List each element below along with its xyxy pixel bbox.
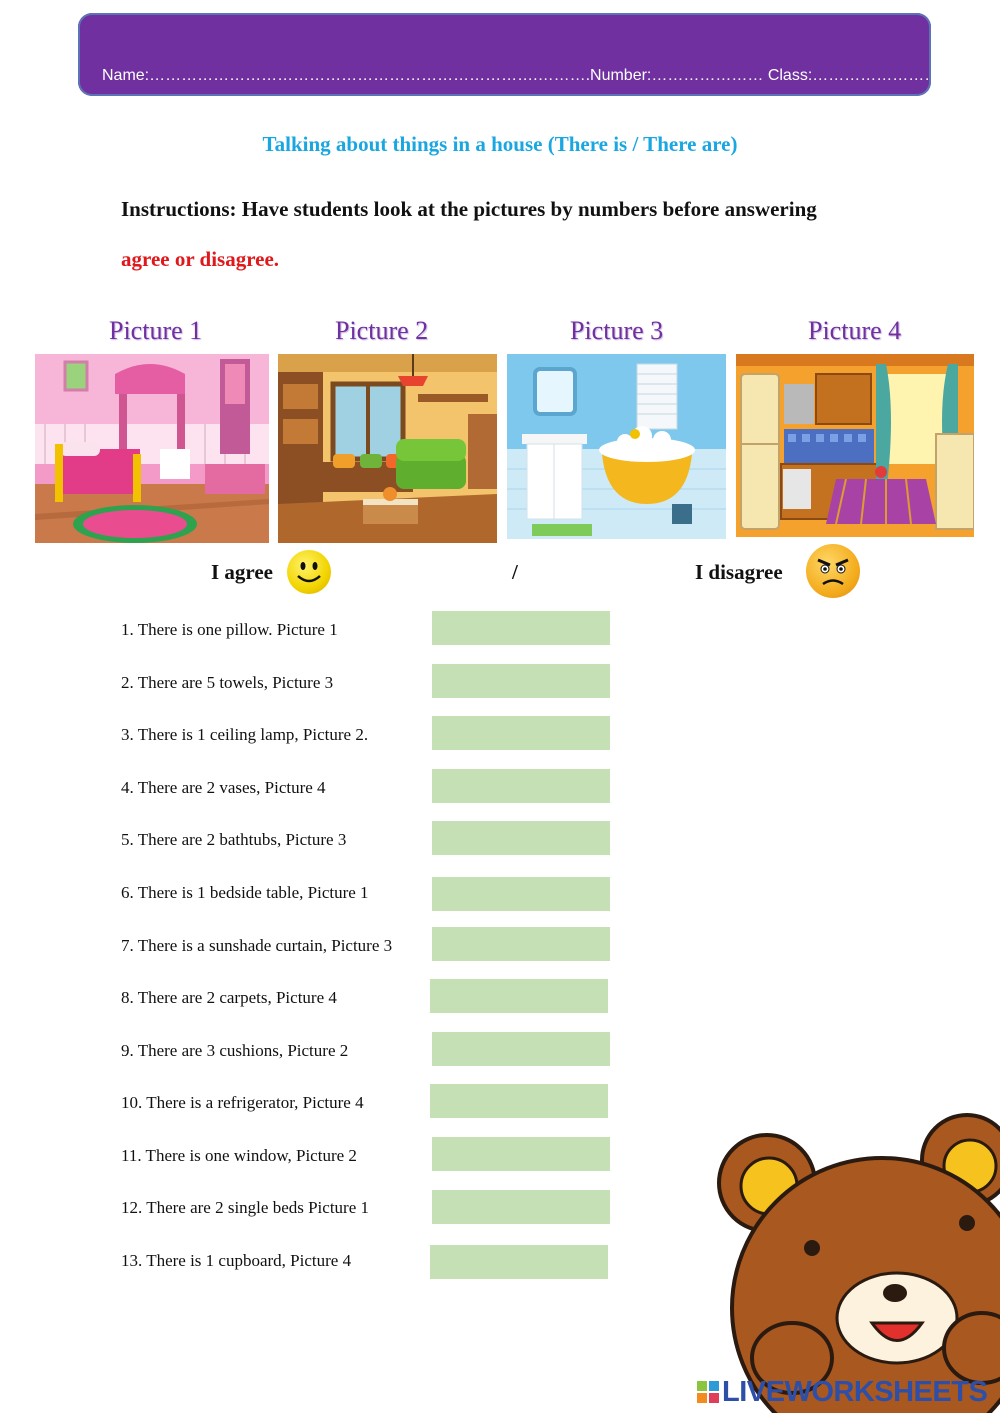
answer-box-5[interactable] [432,821,610,855]
header-bar [78,13,973,96]
answer-box-10[interactable] [430,1084,608,1118]
student-info-line: Name:……………………………………………………………….……….Number:………………… Class:………………………… [102,67,973,84]
picture-2-label: Picture 2 [335,316,429,345]
answer-box-1[interactable] [432,611,610,645]
living-room-picture [278,354,497,543]
picture-3-label: Picture 3 [570,316,664,345]
answer-box-4[interactable] [432,769,610,803]
bedroom-picture [35,354,269,543]
bear-illustration [712,1108,1000,1413]
question-10: 10. There is a refrigerator, Picture 4 [121,1093,364,1112]
question-13: 13. There is 1 cupboard, Picture 4 [121,1251,352,1270]
answer-box-2[interactable] [432,664,610,698]
question-7: 7. There is a sunshade curtain, Picture 3 [121,936,393,955]
question-8: 8. There are 2 carpets, Picture 4 [121,988,337,1007]
question-5: 5. There are 2 bathtubs, Picture 3 [121,830,347,849]
worksheet-title: Talking about things in a house (There is / There are) [262,132,738,156]
answer-box-3[interactable] [432,716,610,750]
answer-box-13[interactable] [430,1245,608,1279]
question-11: 11. There is one window, Picture 2 [121,1146,357,1165]
question-6: 6. There is 1 bedside table, Picture 1 [121,883,369,902]
agree-legend-label: I agree [211,560,274,584]
question-9: 9. There are 3 cushions, Picture 2 [121,1041,349,1060]
question-2: 2. There are 5 towels, Picture 3 [121,673,334,692]
liveworksheets-brand: LIVEWORKSHEETS [722,1376,988,1408]
liveworksheets-logo-icon [697,1381,719,1403]
question-1: 1. There is one pillow. Picture 1 [121,620,338,639]
answer-box-12[interactable] [432,1190,610,1224]
instructions-line-2: agree or disagree. [121,247,280,271]
picture-4-label: Picture 4 [808,316,902,345]
answer-box-6[interactable] [432,877,610,911]
question-3: 3. There is 1 ceiling lamp, Picture 2. [121,725,369,744]
disagree-legend-label: I disagree [695,560,783,584]
legend-separator: / [512,560,518,584]
answer-box-9[interactable] [432,1032,610,1066]
answer-box-7[interactable] [432,927,610,961]
bathroom-picture [507,354,726,539]
question-4: 4. There are 2 vases, Picture 4 [121,778,326,797]
answer-box-8[interactable] [430,979,608,1013]
angry-face-icon [806,544,860,598]
answer-box-11[interactable] [432,1137,610,1171]
picture-1-label: Picture 1 [109,316,203,345]
smiley-face-icon [287,550,331,594]
kitchen-picture [736,354,974,537]
question-12: 12. There are 2 single beds Picture 1 [121,1198,370,1217]
instructions-line-1: Instructions: Have students look at the pictures by numbers before answering [121,197,817,221]
